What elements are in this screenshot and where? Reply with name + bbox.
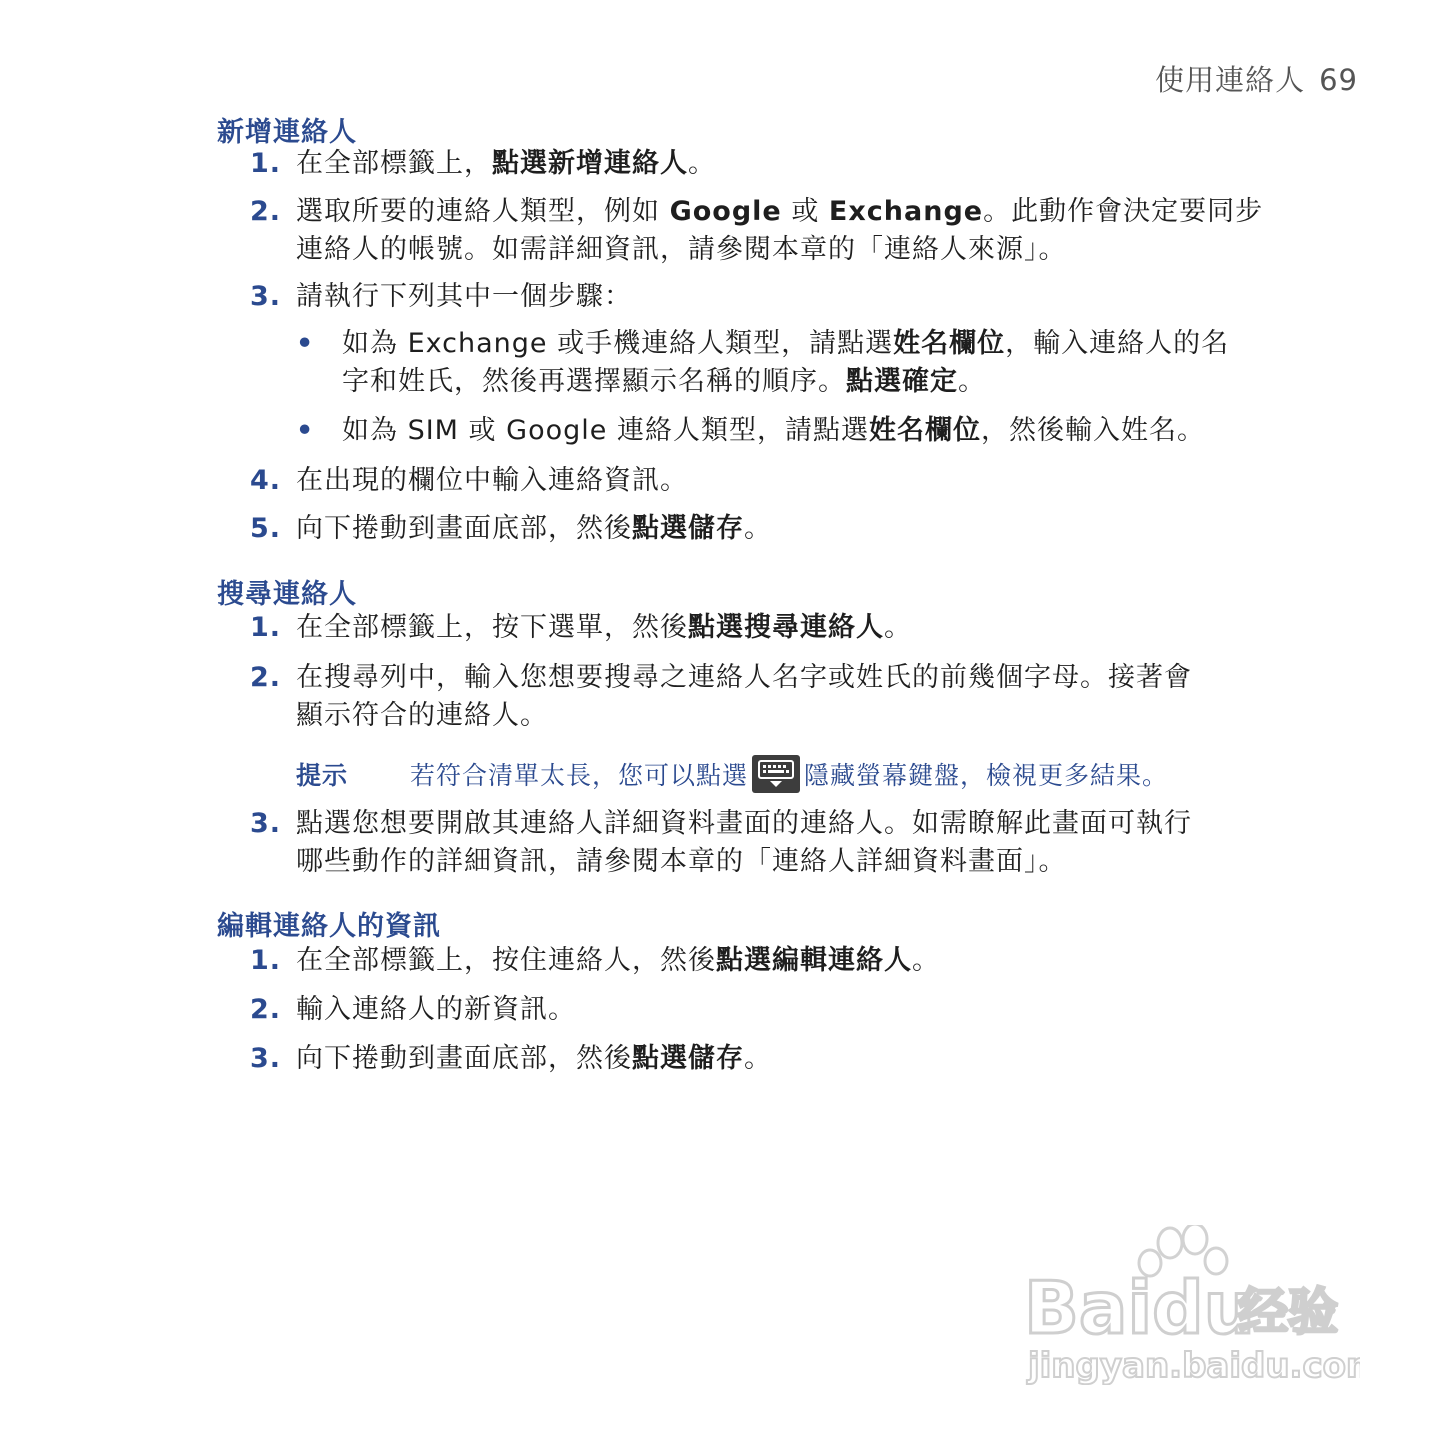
step-number: 1. bbox=[250, 945, 282, 976]
chapter-title: 使用連絡人 bbox=[1155, 63, 1306, 97]
step-item bbox=[250, 278, 1330, 316]
step-number: 2. bbox=[250, 662, 282, 693]
bullet-text: 如為 SIM 或 Google 連絡人類型，請點選 bbox=[342, 415, 869, 446]
step-text: 點選您想要開啟其連絡人詳細資料畫面的連絡人。如需瞭解此畫面可執行 bbox=[296, 808, 1192, 839]
step-text: 請執行下列其中一個步驟： bbox=[296, 281, 632, 312]
step-text: 在全部標籤上，按住連絡人，然後 bbox=[296, 945, 716, 976]
baidu-logo-icon bbox=[1020, 1225, 1360, 1385]
step-number: 4. bbox=[250, 465, 282, 496]
step-action: 點選新增連絡人 bbox=[492, 148, 688, 179]
step-text: 輸入連絡人的新資訊。 bbox=[296, 994, 576, 1025]
bullet-dot: • bbox=[296, 328, 315, 359]
step-text: 向下捲動到畫面底部，然後 bbox=[296, 1043, 632, 1074]
baidu-jingyan-watermark bbox=[1020, 1225, 1360, 1385]
step-number: 2. bbox=[250, 196, 282, 227]
step-action: 點選儲存 bbox=[632, 1043, 744, 1074]
bullet-text: 字和姓氏，然後再選擇顯示名稱的順序。 bbox=[342, 366, 846, 397]
bullet-item bbox=[296, 325, 1326, 401]
step-item bbox=[250, 991, 1330, 1029]
step-text: 顯示符合的連絡人。 bbox=[296, 700, 548, 731]
section-heading-search-contact: 搜尋連絡人 bbox=[217, 579, 357, 610]
bullet-text: 。 bbox=[958, 366, 986, 397]
bullet-item bbox=[296, 412, 1326, 450]
page-number: 69 bbox=[1319, 63, 1358, 97]
step-action: 點選搜尋連絡人 bbox=[688, 612, 884, 643]
tip-text: 隱藏螢幕鍵盤，檢視更多結果。 bbox=[804, 761, 1169, 790]
keyboard-hide-icon bbox=[752, 755, 800, 793]
bullet-keyword: 姓名欄位 bbox=[868, 415, 981, 446]
section-heading-edit-contact: 編輯連絡人的資訊 bbox=[217, 911, 441, 942]
step-text: 。此動作會決定要同步 bbox=[983, 196, 1264, 227]
section-heading-add-contact: 新增連絡人 bbox=[217, 117, 357, 148]
step-number: 3. bbox=[250, 1043, 282, 1074]
step-text-end: 。 bbox=[744, 1043, 772, 1074]
svg-text:Baidu: Baidu bbox=[1024, 1266, 1255, 1350]
step-text: 在搜尋列中，輸入您想要搜尋之連絡人名字或姓氏的前幾個字母。接著會 bbox=[296, 662, 1192, 693]
step-text: 連絡人的帳號。如需詳細資訊，請參閱本章的「連絡人來源」。 bbox=[296, 234, 1067, 265]
step-number: 1. bbox=[250, 612, 282, 643]
bullet-keyword: 姓名欄位 bbox=[893, 328, 1006, 359]
step-text: 選取所要的連絡人類型，例如 bbox=[296, 196, 670, 227]
bullet-keyword: 點選確定 bbox=[846, 366, 958, 397]
step-item bbox=[250, 609, 1330, 647]
step-item bbox=[250, 1040, 1330, 1078]
step-action: 點選編輯連絡人 bbox=[716, 945, 912, 976]
step-text-end: 。 bbox=[688, 148, 716, 179]
step-keyword: Google bbox=[669, 196, 782, 227]
page-header bbox=[1155, 58, 1358, 99]
step-text: 在全部標籤上，按下選單，然後 bbox=[296, 612, 688, 643]
step-action: 點選儲存 bbox=[632, 513, 744, 544]
step-item bbox=[250, 510, 1330, 548]
step-keyword: Exchange bbox=[828, 196, 984, 227]
step-text-end: 。 bbox=[744, 513, 772, 544]
step-item bbox=[250, 659, 1330, 735]
step-number: 5. bbox=[250, 513, 282, 544]
step-item bbox=[250, 805, 1330, 881]
step-item bbox=[250, 193, 1330, 269]
step-number: 1. bbox=[250, 148, 282, 179]
bullet-text: ，然後輸入姓名。 bbox=[980, 415, 1205, 446]
step-text: 在全部標籤上， bbox=[296, 148, 492, 179]
step-text: 在出現的欄位中輸入連絡資訊。 bbox=[296, 465, 688, 496]
step-text: 哪些動作的詳細資訊，請參閱本章的「連絡人詳細資料畫面」。 bbox=[296, 846, 1067, 877]
step-number: 2. bbox=[250, 994, 282, 1025]
step-text-end: 。 bbox=[912, 945, 940, 976]
bullet-text: ，輸入連絡人的名 bbox=[1005, 328, 1230, 359]
step-text: 向下捲動到畫面底部，然後 bbox=[296, 513, 632, 544]
bullet-dot: • bbox=[296, 415, 315, 446]
svg-text:jingyan.baidu.com: jingyan.baidu.com bbox=[1028, 1346, 1360, 1385]
tip-text: 若符合清單太長，您可以點選 bbox=[410, 761, 749, 790]
step-item bbox=[250, 462, 1330, 500]
tip-label: 提示 bbox=[296, 761, 349, 790]
step-number: 3. bbox=[250, 808, 282, 839]
step-item bbox=[250, 942, 1330, 980]
step-item bbox=[250, 145, 1330, 183]
step-text: 或 bbox=[781, 196, 829, 227]
svg-text:经验: 经验 bbox=[1238, 1283, 1338, 1341]
bullet-text: 如為 Exchange 或手機連絡人類型，請點選 bbox=[342, 328, 894, 359]
step-number: 3. bbox=[250, 281, 282, 312]
step-text-end: 。 bbox=[884, 612, 912, 643]
